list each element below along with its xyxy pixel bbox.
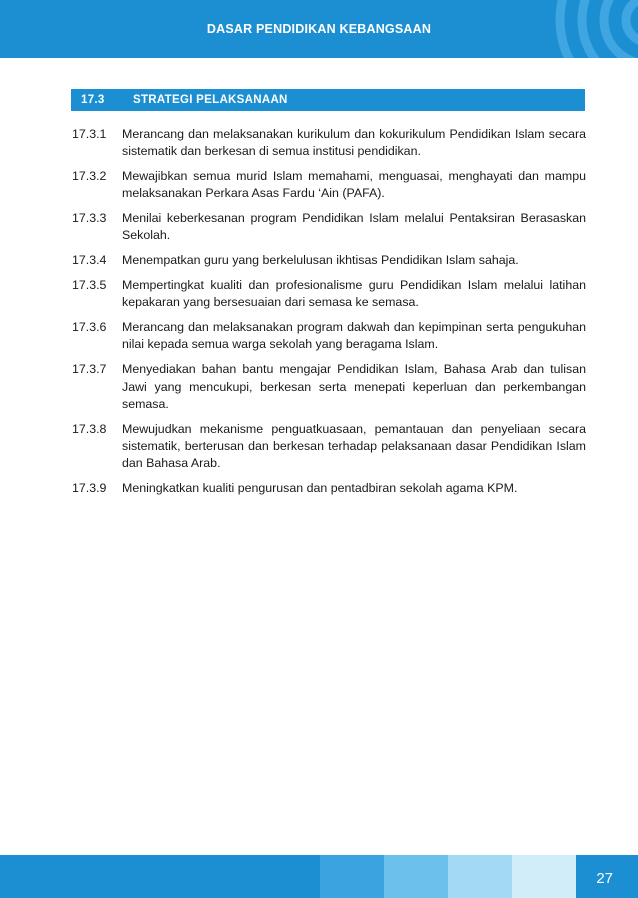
footer-color-block (128, 855, 192, 898)
footer-color-block (192, 855, 256, 898)
header-ripple-decoration (448, 0, 638, 58)
page-header (0, 0, 638, 58)
list-item (72, 168, 586, 203)
item-text: Menempatkan guru yang berkelulusan ikhtisas Pendidikan Islam sahaja. (122, 253, 519, 268)
list-item (72, 126, 586, 161)
item-text: Merancang dan melaksanakan kurikulum dan kokurikulum Pendidikan Islam secara sistematik dan berkesan di semua institusi pendidikan. (122, 127, 586, 159)
list-item (72, 252, 586, 269)
item-number: 17.3.6 (72, 320, 107, 335)
section-title: STRATEGI PELAKSANAAN (133, 94, 288, 106)
list-item (72, 319, 586, 354)
list-item (72, 210, 586, 245)
item-number: 17.3.5 (72, 278, 107, 293)
footer-color-block (256, 855, 320, 898)
item-number: 17.3.4 (72, 253, 107, 268)
item-number: 17.3.2 (72, 169, 107, 184)
section-heading-bar (71, 89, 585, 111)
footer-color-block (0, 855, 64, 898)
item-number: 17.3.9 (72, 481, 107, 496)
item-number: 17.3.3 (72, 211, 107, 226)
list-item (72, 421, 586, 473)
item-text: Mewajibkan semua murid Islam memahami, menguasai, menghayati dan mampu melaksanakan Perkara Asas Fardu ‘Ain (PAFA). (122, 169, 586, 201)
footer-color-block (384, 855, 448, 898)
item-number: 17.3.8 (72, 421, 107, 436)
item-text: Meningkatkan kualiti pengurusan dan pentadbiran sekolah agama KPM. (122, 481, 518, 496)
list-item (72, 480, 586, 497)
item-text: Menyediakan bahan bantu mengajar Pendidikan Islam, Bahasa Arab dan tulisan Jawi yang mencukupi, berkesan serta menepati keperluan dan perkembangan semasa. (122, 362, 586, 411)
item-text: Mempertingkat kualiti dan profesionalisme guru Pendidikan Islam melalui latihan kepakaran yang bersesuaian dari semasa ke semasa. (122, 278, 586, 310)
section-number: 17.3 (81, 94, 105, 106)
list-item (72, 361, 586, 413)
footer-color-block (64, 855, 128, 898)
footer-color-block (512, 855, 576, 898)
item-number: 17.3.1 (72, 127, 107, 141)
list-item (72, 277, 586, 312)
item-text: Mewujudkan mekanisme penguatkuasaan, pemantauan dan penyeliaan secara sistematik, berterusan dan berkesan terhadap pelaksanaan dasar Pendidikan Islam dan Bahasa Arab. (122, 421, 586, 471)
item-number: 17.3.7 (72, 362, 107, 377)
footer-color-block (448, 855, 512, 898)
footer-color-block (320, 855, 384, 898)
strategy-list (72, 126, 586, 505)
page-footer (0, 855, 638, 898)
item-text: Menilai keberkesanan program Pendidikan Islam melalui Pentaksiran Berasaskan Sekolah. (122, 211, 586, 243)
item-text: Merancang dan melaksanakan program dakwah dan kepimpinan serta pengukuhan nilai kepada semua warga sekolah yang beragama Islam. (122, 320, 586, 352)
page-number: 27 (596, 870, 613, 887)
header-title: DASAR PENDIDIKAN KEBANGSAAN (206, 22, 432, 36)
